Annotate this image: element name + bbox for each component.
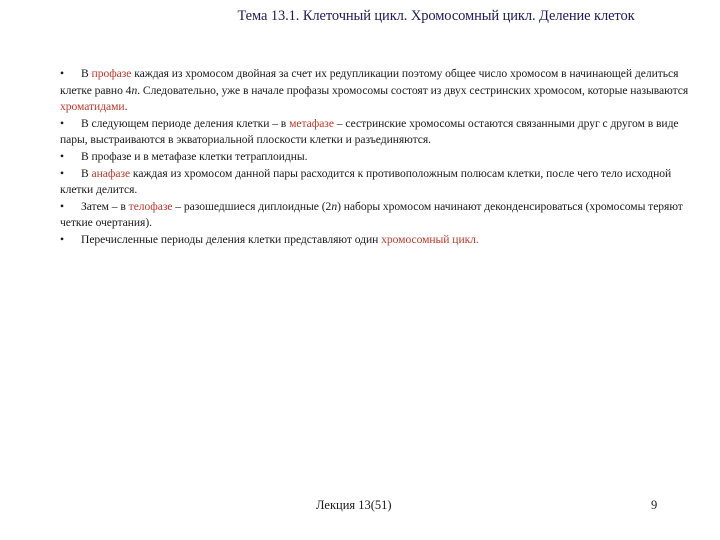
bullet-paragraph-prophase: • В профазе каждая из хромосом двойная за счет их редупликации поэтому общее число хромосом в начинающей делиться клетке равно 4n. Следовательно, уже в начале профазы хромосомы состоят из двух сестринских хромосом, которые называются хроматидами. xyxy=(60,67,689,114)
bullet-paragraph-tetraploid: • В профазе и в метафазе клетки тетраплоидны. xyxy=(60,149,692,166)
term-chromosome-cycle: хромосомный цикл. xyxy=(381,232,479,246)
bullet-icon: • xyxy=(60,67,65,80)
bullet-paragraph-anaphase: • В анафазе каждая из хромосом данной пары расходится к противоположным полюсам клетки, после чего тело исходной клетки делится. xyxy=(60,166,672,197)
bullet-paragraph-cycle: • Перечисленные периоды деления клетки представляют один хромосомный цикл. xyxy=(60,232,692,249)
slide-title: Тема 13.1. Клеточный цикл. Хромосомный цикл. Деление клеток xyxy=(237,8,635,24)
bullet-icon: • xyxy=(60,149,65,163)
term-telophase: телофазе xyxy=(128,199,173,213)
footer-lecture-label: Лекция 13(51) xyxy=(316,498,392,512)
bullet-icon: • xyxy=(60,166,65,180)
page-number: 9 xyxy=(651,498,658,512)
bullet-icon: • xyxy=(60,116,65,130)
term-chromatids: хроматидами xyxy=(60,100,125,114)
slide-body xyxy=(60,66,692,249)
bullet-paragraph-metaphase: • В следующем периоде деления клетки – в метафазе – сестринские хромосомы остаются связанными друг с другом в виде пары, выстраиваются в экваториальной плоскости клетки и разъединяются. xyxy=(60,116,679,147)
term-anaphase: анафазе xyxy=(91,166,131,180)
term-prophase: профазе xyxy=(91,67,132,80)
term-metaphase: метафазе xyxy=(289,116,334,130)
bullet-icon: • xyxy=(60,199,65,213)
bullet-icon: • xyxy=(60,232,65,246)
bullet-paragraph-telophase: • Затем – в телофазе – разошедшиеся диплоидные (2n) наборы хромосом начинают деконденсироваться (хромосомы теряют четкие очертания). xyxy=(60,199,683,230)
